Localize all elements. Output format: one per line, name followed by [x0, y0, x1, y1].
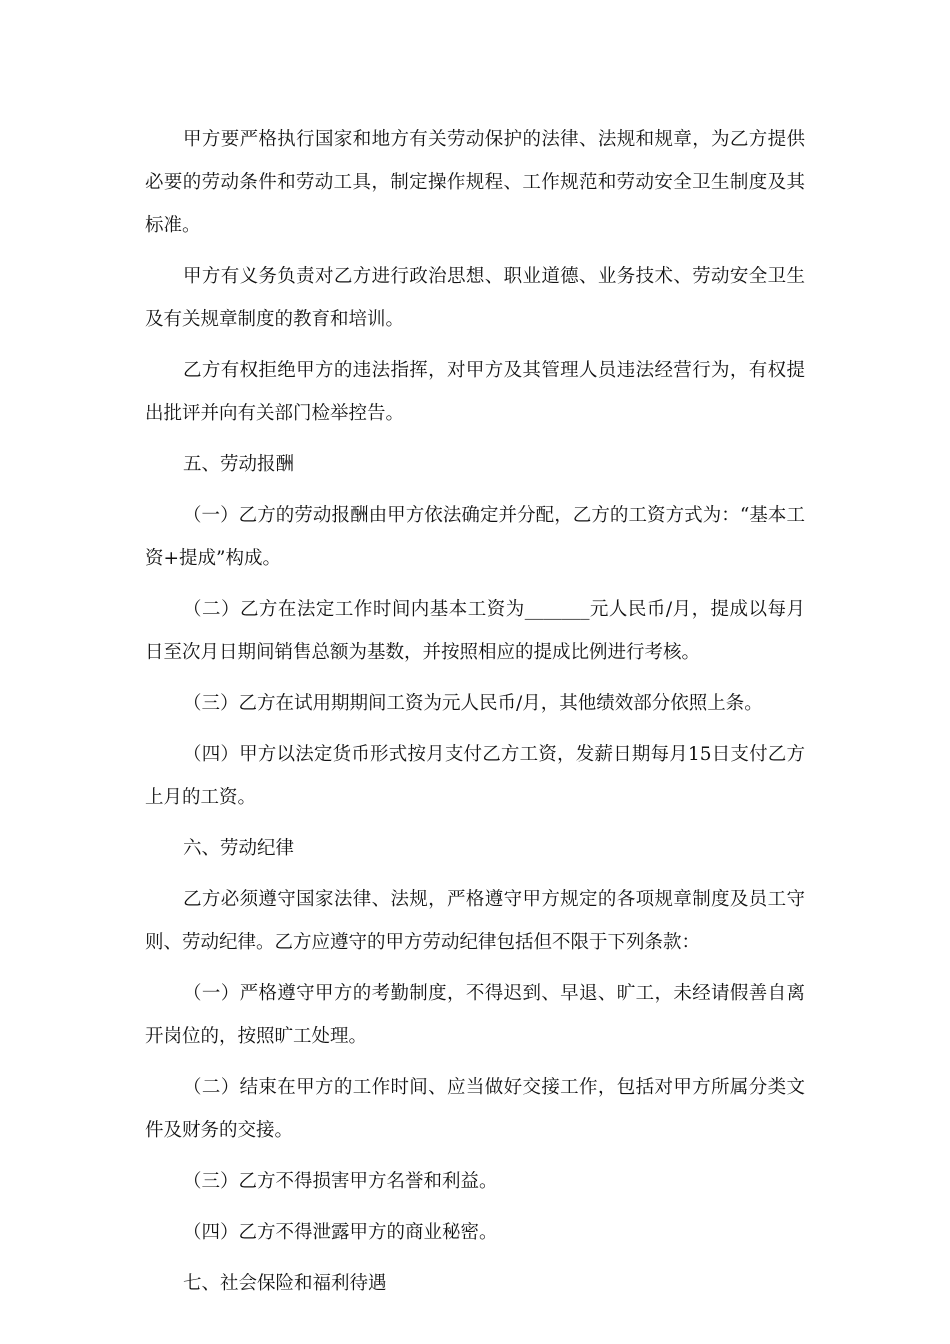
clause-discipline-3: （三）乙方不得损害甲方名誉和利益。: [183, 1171, 498, 1192]
clause-discipline-4: （四）乙方不得泄露甲方的商业秘密。: [183, 1222, 498, 1243]
clause-remuneration-3: （三）乙方在试用期期间工资为元人民币/月，其他绩效部分依照上条。: [183, 693, 763, 714]
section-heading-remuneration: 五、劳动报酬: [183, 454, 295, 475]
clause-discipline-2: （二）结束在甲方的工作时间、应当做好交接工作，包括对甲方所属分类文件及财务的交接。: [145, 1077, 805, 1141]
clause-remuneration-4: （四）甲方以法定货币形式按月支付乙方工资，发薪日期每月15日支付乙方上月的工资。: [145, 744, 805, 808]
section-heading-social-insurance: 七、社会保险和福利待遇: [183, 1273, 387, 1294]
section-heading-discipline: 六、劳动纪律: [183, 838, 295, 859]
paragraph-training: 甲方有义务负责对乙方进行政治思想、职业道德、业务技术、劳动安全卫生及有关规章制度的教育和培训。: [145, 266, 805, 330]
clause-remuneration-1: （一）乙方的劳动报酬由甲方依法确定并分配，乙方的工资方式为：“基本工资+提成”构成。: [145, 505, 805, 569]
document-body: [145, 118, 805, 1313]
paragraph-discipline-intro: 乙方必须遵守国家法律、法规，严格遵守甲方规定的各项规章制度及员工守则、劳动纪律。乙方应遵守的甲方劳动纪律包括但不限于下列条款：: [145, 889, 805, 953]
paragraph-refuse-illegal-orders: 乙方有权拒绝甲方的违法指挥，对甲方及其管理人员违法经营行为，有权提出批评并向有关部门检举控告。: [145, 360, 805, 424]
clause-discipline-1: （一）严格遵守甲方的考勤制度，不得迟到、早退、旷工，未经请假善自离开岗位的，按照旷工处理。: [145, 983, 805, 1047]
paragraph-labor-protection: 甲方要严格执行国家和地方有关劳动保护的法律、法规和规章，为乙方提供必要的劳动条件和劳动工具，制定操作规程、工作规范和劳动安全卫生制度及其标准。: [145, 129, 805, 236]
clause-remuneration-2: （二）乙方在法定工作时间内基本工资为_______元人民币/月，提成以每月日至次月日期间销售总额为基数，并按照相应的提成比例进行考核。: [145, 599, 805, 663]
